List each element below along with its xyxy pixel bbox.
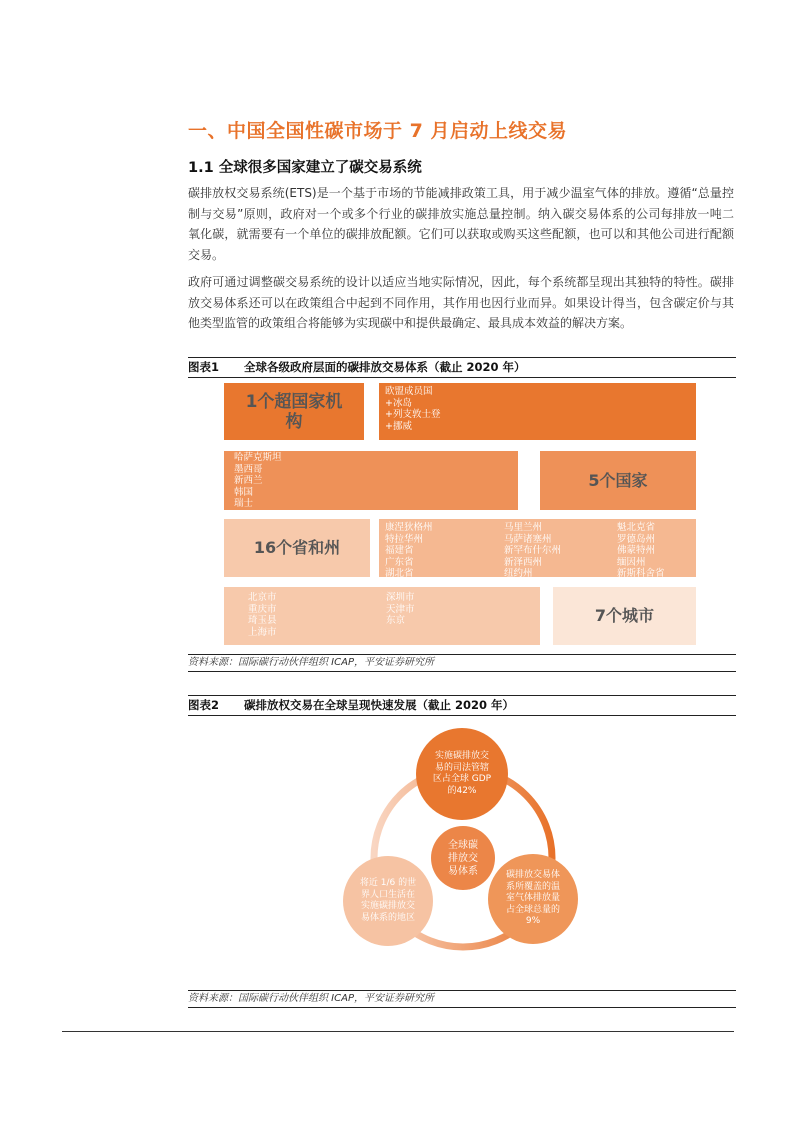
province-member: 特拉华州 — [385, 533, 424, 545]
supranational-members-block — [379, 383, 696, 440]
paragraph-ets-intro: 碳排放权交易系统(ETS)是一个基于市场的节能减排政策工具，用于减少温室气体的排放。遵循“总量控制与交易”原则，政府对一个或多个行业的碳排放实施总量控制。纳入碳交易体系的公司每排放一吨二氧化碳，就需要有一个单位的碳排放配额。它们可以获取或购买这些配额，也可以和其他公司进行配额交易。 — [188, 186, 734, 262]
city-member: 重庆市 — [248, 603, 277, 615]
province-member: 纽约州 — [504, 568, 533, 579]
left-circle — [343, 856, 433, 946]
country-member: 哈萨克斯坦 — [234, 452, 282, 463]
province-member: 罗德岛州 — [617, 533, 656, 545]
province-member: 缅因州 — [617, 556, 646, 568]
figure1-source: 资料来源：国际碳行动伙伴组织 ICAP，平安证券研究所 — [188, 654, 736, 672]
right-circle-line: 占全球总量的 — [505, 904, 560, 915]
subsection-heading: 1.1 全球很多国家建立了碳交易系统 — [188, 160, 422, 176]
figure2-title-bar — [188, 695, 736, 716]
top-circle-line: 的42% — [447, 785, 477, 796]
center-circle-line: 排放交 — [448, 852, 478, 864]
right-circle-line: 系所覆盖的温 — [505, 881, 560, 892]
left-circle-line: 易体系的地区 — [360, 912, 415, 923]
countries-label: 5个国家 — [588, 470, 648, 490]
cities-label-block — [553, 587, 696, 645]
figure2-title: 碳排放权交易在全球呈现快速发展（截止 2020 年） — [244, 698, 515, 712]
province-member: 新罕布什尔州 — [504, 545, 562, 556]
province-member: 康涅狄格州 — [385, 522, 433, 533]
country-member: 韩国 — [234, 486, 254, 498]
supranational-member: +列支敦士登 — [385, 409, 441, 420]
province-member: 佛蒙特州 — [617, 545, 656, 556]
country-member: 新西兰 — [234, 475, 263, 486]
figure1-title-bar — [188, 357, 736, 378]
top-circle-line: 区占全球 GDP — [432, 774, 492, 784]
provinces-label: 16个省和州 — [253, 538, 341, 557]
supranational-member: +冰岛 — [385, 397, 412, 409]
left-circle-line: 界人口生活在 — [360, 889, 415, 900]
countries-label-block — [540, 451, 696, 510]
country-member: 墨西哥 — [234, 463, 263, 475]
city-member: 北京市 — [248, 592, 277, 603]
center-circle-line: 易体系 — [448, 865, 478, 877]
countries-members-block — [224, 451, 518, 510]
paragraph-ets-design: 政府可通过调整碳交易系统的设计以适应当地实际情况，因此，每个系统都呈现出其独特的特性。碳排放交易体系还可以在政策组合中起到不同作用，其作用也因行业而异。如果设计得当，包含碳定价与其他类型监管的政策组合将能够为实现碳中和提供最确定、最具成本效益的解决方案。 — [188, 275, 734, 330]
figure1-title: 全球各级政府层面的碳排放交易体系（截止 2020 年） — [244, 360, 526, 374]
province-member: 湖北省 — [385, 568, 414, 579]
cities-label: 7个城市 — [594, 606, 655, 625]
province-member: 新泽西州 — [504, 556, 543, 568]
center-circle-line: 全球碳 — [448, 839, 478, 851]
section-heading: 一、中国全国性碳市场于 7 月启动上线交易 — [188, 120, 567, 142]
supranational-label: 1个超国家机构 — [245, 391, 343, 432]
center-circle — [431, 826, 495, 890]
left-circle-line: 实施碳排放交 — [360, 901, 415, 911]
province-member: 马萨诸塞州 — [504, 533, 552, 545]
left-circle-line: 将近 1/6 的世 — [359, 878, 417, 888]
footer-divider — [62, 1031, 734, 1032]
city-member: 上海市 — [248, 626, 277, 638]
figure1-label: 图表1 — [188, 360, 220, 374]
city-member: 东京 — [386, 615, 406, 626]
country-member: 瑞士 — [234, 498, 254, 509]
city-member: 琦玉县 — [248, 615, 277, 626]
provinces-label-block — [224, 519, 370, 577]
city-member: 天津市 — [386, 603, 415, 615]
top-circle-line: 易的司法管辖 — [434, 762, 489, 773]
figure2-label: 图表2 — [188, 698, 220, 712]
top-circle-line: 实施碳排放交 — [434, 751, 489, 761]
supranational-member: 欧盟成员国 — [385, 386, 433, 397]
province-member: 魁北克省 — [617, 522, 656, 533]
city-member: 深圳市 — [386, 592, 415, 603]
right-circle-line: 碳排放交易体 — [505, 870, 560, 881]
provinces-members-block — [379, 519, 696, 577]
right-circle — [488, 854, 578, 944]
figure2-source: 资料来源：国际碳行动伙伴组织 ICAP，平安证券研究所 — [188, 990, 736, 1008]
province-member: 马里兰州 — [504, 522, 543, 533]
right-circle-line: 9% — [525, 916, 541, 927]
supranational-label-block — [224, 383, 364, 440]
province-member: 新斯科舍省 — [617, 568, 665, 579]
province-member: 福建省 — [385, 545, 414, 556]
cities-members-block — [224, 587, 540, 645]
supranational-member: +挪威 — [385, 420, 412, 432]
province-member: 广东省 — [385, 556, 414, 568]
top-circle — [416, 728, 508, 820]
right-circle-line: 室气体排放量 — [505, 893, 560, 904]
